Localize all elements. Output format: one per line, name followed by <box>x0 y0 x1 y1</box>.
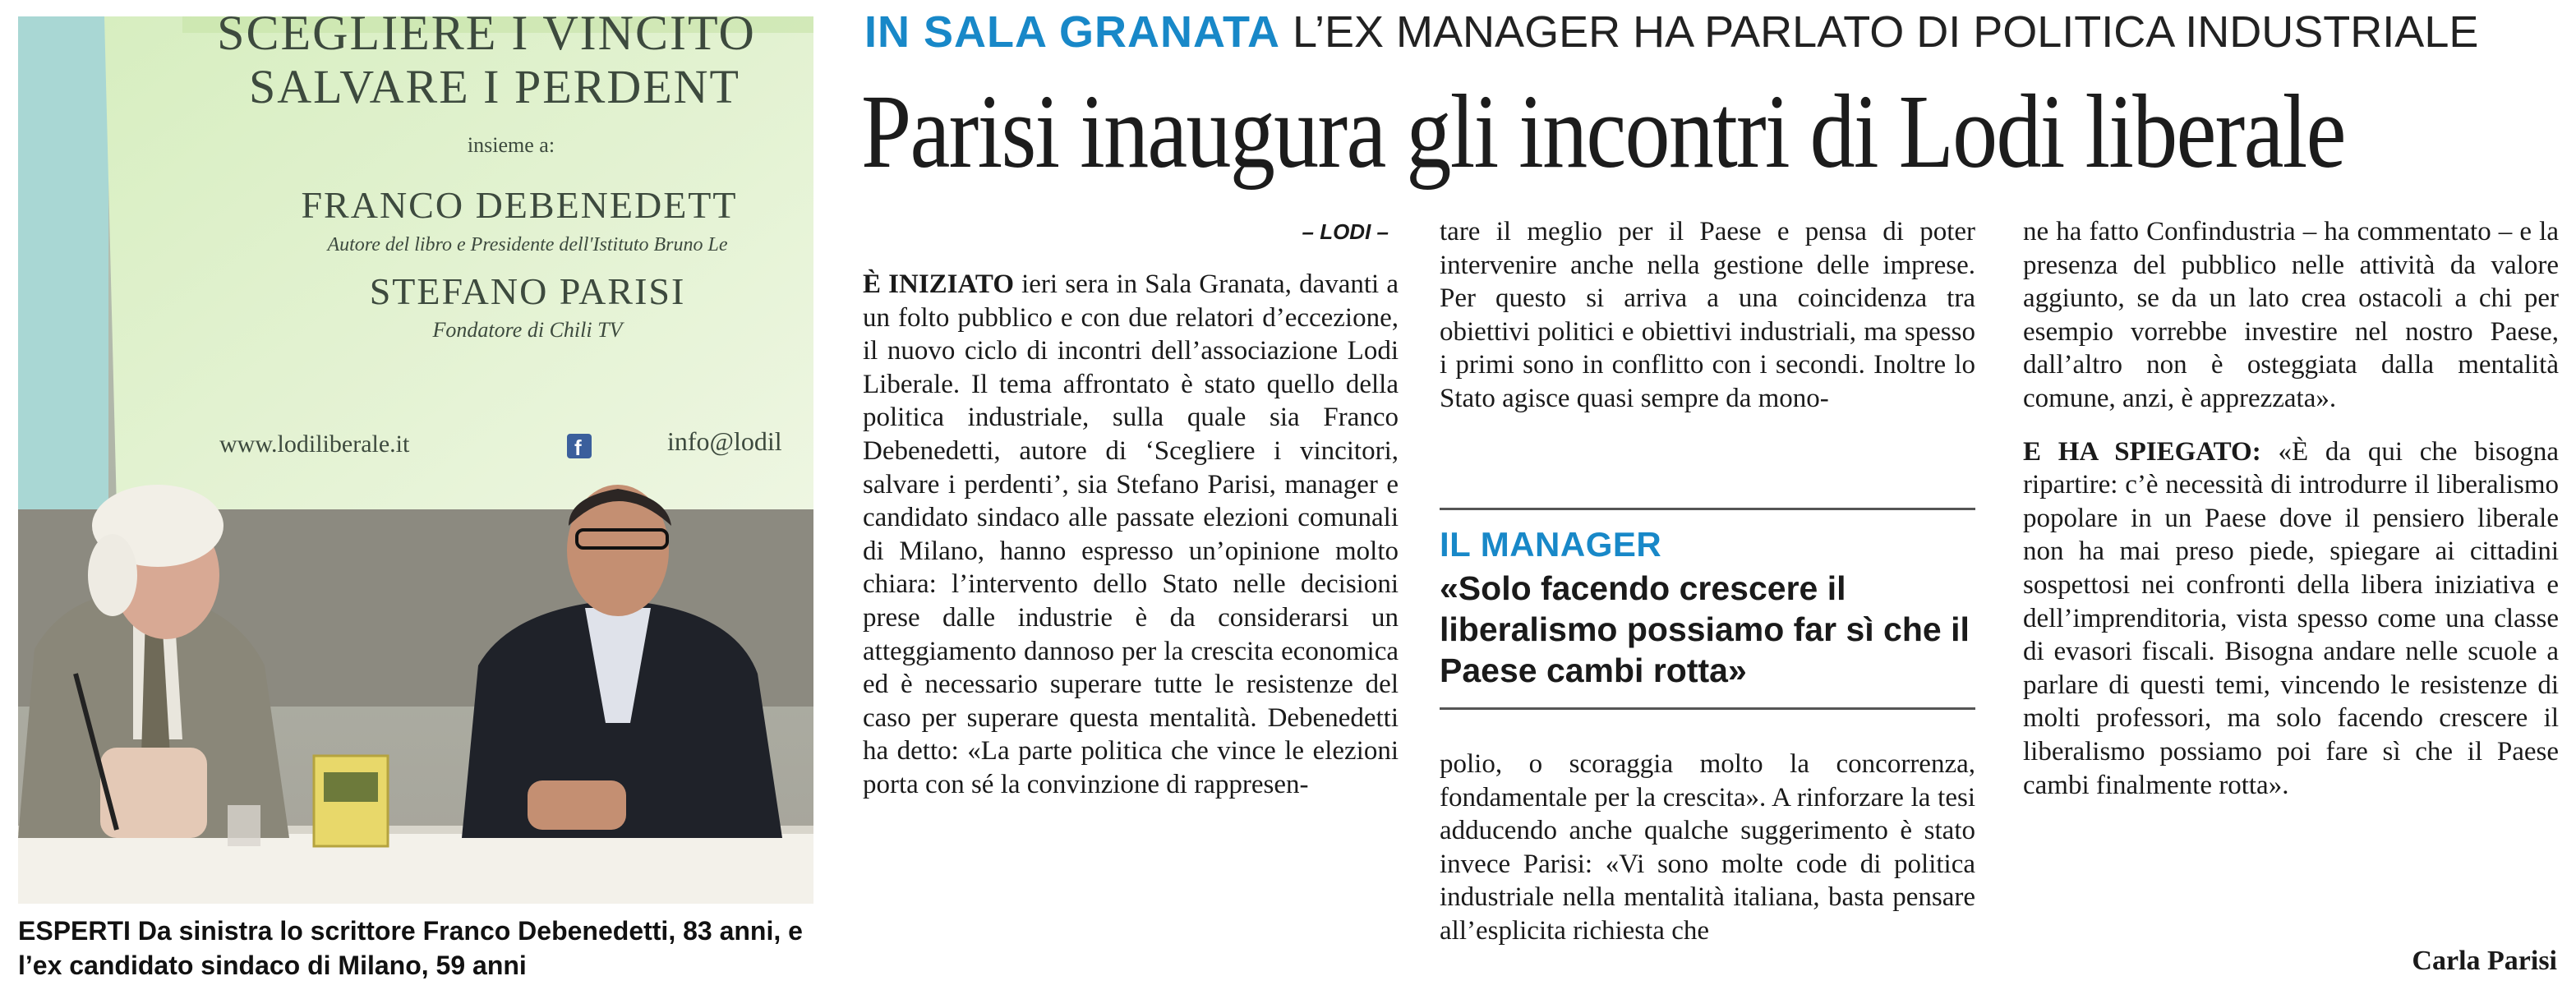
svg-text:f: f <box>574 435 582 460</box>
slide-speaker2-role: Fondatore di Chili TV <box>432 318 623 342</box>
article-column-2 <box>1440 215 1975 416</box>
column2-text-top: tare il meglio per il Paese e pensa di poter intervenire anche nella gestione delle imprese. Per questo si arriva a una coincidenza tra obiettivi politici e obiettivi industriali, ma spesso i primi sono in conflitto con i secondi. Inoltre lo Stato agisce quasi sempre da mono- <box>1440 217 1975 413</box>
dateline: – LODI – <box>1302 219 1389 244</box>
slide-website: www.lodiliberale.it <box>219 430 410 458</box>
slide-title-line1: SCEGLIERE I VINCITO <box>217 16 756 60</box>
photo-caption <box>18 914 823 983</box>
headline: Parisi inaugura gli incontri di Lodi liberale <box>861 73 2345 190</box>
kicker-location: IN SALA GRANATA <box>864 7 1280 57</box>
conference-table <box>18 830 813 904</box>
kicker-summary: L’EX MANAGER HA PARLATO DI POLITICA INDUSTRIALE <box>1279 7 2479 57</box>
pull-quote-text: «Solo facendo crescere il liberalismo possiamo far sì che il Paese cambi rotta» <box>1440 569 1970 689</box>
byline: Carla Parisi <box>2412 946 2557 976</box>
runin-spiegato: E HA SPIEGATO: <box>2023 436 2261 467</box>
article-column-2-bottom <box>1440 748 1975 948</box>
column3-text-top: ne ha fatto Confindustria – ha commentato – e la presenza del pubblico nelle attività da valore aggiunto, se da un lato crea ostacoli a chi per esempio vorrebbe investire nel nostro Paese, dall’altro non è osteggiata dalla mentalità comune, anzi, è apprezzata». <box>2023 217 2559 413</box>
article-column-3 <box>2023 215 2559 802</box>
pull-quote <box>1440 508 1975 710</box>
slide-speaker2-name: STEFANO PARISI <box>369 270 686 312</box>
paragraph-intro <box>863 268 1399 802</box>
intro-text: ieri sera in Sala Granata, davanti a un folto pubblico e con due relatori d’eccezione, il nuovo ciclo di incontri dell’associazione Lodi Liberale. Il tema affrontato è stato quello della politica industriale, sulla quale sia Franco Debenedetti, autore di ‘Scegliere i vincitori, salvare i perdenti’, sia Stefano Parisi, manager e candidato sindaco alle passate elezioni comunali di Milano, hanno espresso un’opinione molto chiara: l’intervento dello Stato nelle decisioni prese dalle industrie è da considerarsi un atteggiamento dannoso per la crescita economica ed è necessario superare tutte le resistenze del caso per superare questa mentalità. Debenedetti ha detto: «La parte politica che vince le elezioni porta con sé la convinzione di rappresen- <box>863 269 1399 799</box>
column2-text-bottom: polio, o scoraggia molto la concorrenza, fondamentale per la crescita». A rinforzare la tesi adducendo anche qualche suggerimento è stato invece Parisi: «Vi sono molte code di politica industriale nella mentalità italiana, basta pensare all’esplicita richiesta che <box>1440 749 1975 946</box>
slide-speaker1-role: Autore del libro e Presidente dell'Istituto Bruno Le <box>327 234 728 256</box>
slide-email: info@lodil <box>667 426 782 456</box>
projected-slide <box>104 16 813 518</box>
kicker <box>864 3 2557 61</box>
caption-text: Da sinistra lo scrittore Franco Debenedetti, 83 anni, e l’ex candidato sindaco di Milano, 59 anni <box>18 916 803 980</box>
slide-speaker1-name: FRANCO DEBENEDETT <box>301 184 738 226</box>
article-photo <box>18 16 813 904</box>
spiegato-text: «È da qui che bisogna ripartire: c’è necessità di introdurre il liberalismo popolare in un Paese dove il pensiero liberale non ha mai preso piede, spiegare ai cittadini sospettosi nei confronti della libera iniziativa e dell’imprenditoria, vista spesso come una classe di evasori fiscali. Bisogna andare nelle scuole a parlare di questi temi, vincendo le resistenze di molti professori, ma solo facendo crescere il liberalismo possiamo poi fare sì che il Paese cambi finalmente rotta». <box>2023 436 2559 800</box>
article-column-1 <box>863 215 1399 802</box>
pull-quote-label: IL MANAGER <box>1440 525 1662 564</box>
caption-lead: ESPERTI <box>18 916 131 946</box>
runin-iniziato: È INIZIATO <box>863 269 1014 299</box>
slide-title-line2: SALVARE I PERDENT <box>249 60 740 113</box>
slide-insieme: insieme a: <box>467 133 555 157</box>
paragraph-spiegato <box>2023 435 2559 803</box>
